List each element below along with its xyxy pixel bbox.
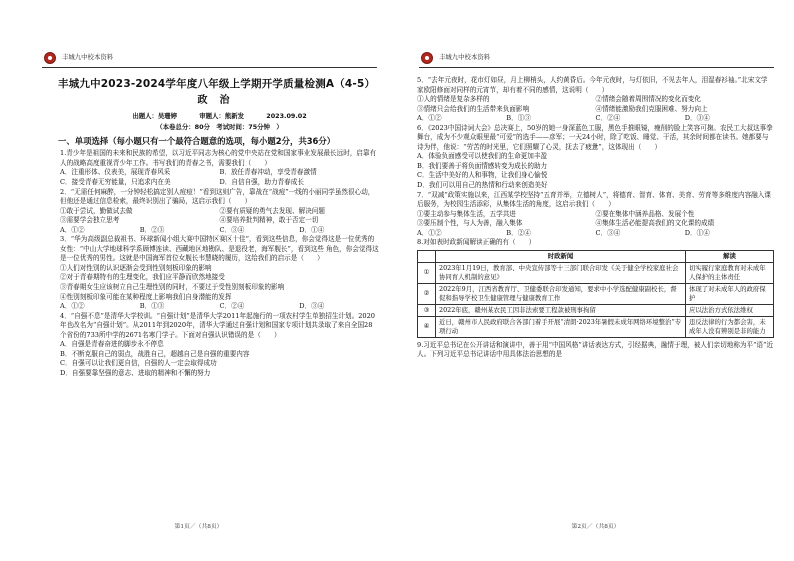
option-c: C．③④ <box>595 228 621 237</box>
question-2-statements <box>60 207 379 226</box>
option-a: A．①② <box>417 114 442 123</box>
table-row <box>418 283 774 304</box>
row-number: ② <box>418 283 436 304</box>
statement-3: ③要压制个性，与人为善，融入集体 <box>417 219 523 228</box>
statement-4: ④情绪能激励我们克服困难、努力向上 <box>595 104 708 113</box>
statement-2: ②情绪会随着周围情况的变化而变化 <box>595 95 701 104</box>
table-row <box>418 316 774 337</box>
question-4-stem: 4．“自强不息”是清华大学校训。“自强计划”是清华大学2011年起施行的一项农村学生单独招生计划。2020年也改名为“自强计划”。从2011年到2020年，清华大学通过自强计划和国家专项计划共录取了来自全国28个省份的733所中学的2671名寒门学子。下面对自强认识错误的是（ ） <box>60 311 375 339</box>
row-news: 近日，赣州市人民政府联合各部门着手开展“清朗·2023年暑假未成年网络环境整治”专项行动 <box>436 316 686 337</box>
author: 出题人：吴珊婷 <box>132 112 178 121</box>
section-heading: 一、单项选择（每小题只有一个最符合题意的选项，每小题2分，共36分） <box>58 135 336 146</box>
statement-1: ①要主动参与集体生活，五学共进 <box>417 209 516 218</box>
option-a: A．①② <box>417 228 442 237</box>
header-school-text: 丰城九中校本资料 <box>439 53 491 61</box>
row-annotation: 体现了对未成年人的政府保护 <box>686 283 774 304</box>
statement-3: ③青春期女生应该树立自己生理性别的同时，不要过于受性别刻板印象的影响 <box>60 282 285 291</box>
option-b: B．②③ <box>139 225 165 234</box>
statement-1: ①敢于尝试，勤做试去做 <box>60 206 133 215</box>
page-2-content <box>417 76 774 360</box>
option-c: C．接受青春无穷能量，只追求内在美 <box>60 177 171 186</box>
row-annotation: 应以法治方式依法维权 <box>686 304 774 316</box>
option-c: C．②④ <box>595 114 621 123</box>
page-header <box>419 52 774 68</box>
page-2 <box>397 0 794 561</box>
option-a: A．①② <box>60 225 85 234</box>
row-annotation: 切实履行家庭教育对未成年人保护的主体责任 <box>686 262 774 283</box>
statement-1: ①人的情绪是复杂多样的 <box>417 95 490 104</box>
question-2-stem: 2．“无需任何麻醉，一分钟轻松搞定别人痘痘！”看到这则广告，靠战在“战痘”一线的小丽同学虽然很心动，但他还是通过信息检索，最终识别出了骗局，这启示我们（ ） <box>60 187 375 206</box>
statement-2: ②要在集体中涵养品格、发展个性 <box>595 209 695 218</box>
statement-4: ④集体生活必能提高我们的文化课的成绩 <box>595 219 715 228</box>
row-number: ① <box>418 262 436 283</box>
option-d: D．我们可以用自己的热情和行动来创造美好 <box>417 181 548 190</box>
question-7-options <box>417 229 774 239</box>
question-6-stem: 6．《2023中国诗词大会》总决赛上，50岁的她一身深蓝色工服，黑色手推眼镜，瘦削的脸上笑容可掬。农民工大叔这事拳舞台，成为不少观众眼里最“可爱”的选手——彦军；一天24小时，除了吃饭、睡觉、干活，其余时间都在读书。她都要与诗为伴，他说：“劳苦的时光里，它们照耀了心灵，抚去了疲惫”，这体现出（ ） <box>417 123 773 151</box>
option-c: C．生活中美好的人和事物，让我们身心愉悦 <box>417 171 548 180</box>
page-header <box>42 52 377 68</box>
option-c: C．②④ <box>219 302 245 311</box>
option-b: B．我们要善于将负面情感转变为成长的助力 <box>417 161 548 170</box>
question-9-stem: 9.习近平总书记在公开讲话和演讲中，善于用“中国风格”讲话表达方式，引经据典，融情于理，被人们亲切地称为平“语”近人。下列习近平总书记讲话中用具体法治思想的是 <box>417 340 774 359</box>
option-b: B．①③ <box>139 302 165 311</box>
question-7-statements <box>417 210 774 229</box>
page-number: 第2页／（共8页） <box>571 523 620 530</box>
score-line: （本卷总分：80分 考试时间：75分钟 ） <box>156 123 283 132</box>
table-header-row <box>418 250 774 262</box>
question-5-stem: 5．“去年元夜时，花市灯如昼，月上柳梢头，人约黄昏后。今年元夜时，与灯依旧，不见去年人，泪湿春衫袖。”北宋文学家欧阳修面对同样的元宵节，却有着不同的感情，这说明（ ） <box>417 76 768 94</box>
statement-3: ③情绪只会给我们的生活带来负面影响 <box>417 104 530 113</box>
exam-title: 丰城九中2023-2024学年度八年级上学期开学质量检测A（4-5） <box>58 78 376 90</box>
question-1-stem: 1.青少年是祖国的未来和民族的希望，以习近平同志为核心的党中央站在党和国家事业发展最长远时，启靠有人的战略高度重视青少年工作。书写我们的青春之书，需要我们（ ） <box>60 149 377 167</box>
page-1-content <box>60 78 379 378</box>
option-d: D．①④ <box>299 225 325 234</box>
question-2-options <box>60 226 379 236</box>
table-row <box>418 304 774 316</box>
exam-subject: 政治 <box>197 94 242 106</box>
school-logo-icon <box>44 52 56 64</box>
option-d: D．自信自强，助力青春成长 <box>219 177 304 186</box>
header-school-text: 丰城九中校本资料 <box>62 53 114 61</box>
option-d: D．③④ <box>684 114 710 123</box>
option-b: B．不断克服自己的弱点，战胜自己，超越自己是自强的重要内容 <box>60 349 250 358</box>
option-a: A．自强是青春奋进的脚步永不停息 <box>60 340 164 349</box>
row-number: ③ <box>418 304 436 316</box>
statement-1: ①人们对性别的认识逐渐会受到性别刻板印象的影响 <box>60 263 212 272</box>
table-header-blank <box>418 250 436 262</box>
option-b: B．②④ <box>506 228 531 237</box>
table-header-annotation: 解读 <box>686 250 774 262</box>
row-news: 2022年底，赣州某农民工因非法索要工程款被刑事拘留 <box>436 304 686 316</box>
question-5-options <box>417 114 774 124</box>
option-c: C．③④ <box>219 225 245 234</box>
reviewer: 审题人：熊新发 <box>199 112 245 121</box>
statement-4: ④要培养批判精神，敢于否定一切 <box>219 216 319 225</box>
question-8-stem: 8.对如表时政新闻解读正确的有（ ） <box>417 238 536 247</box>
option-b: B．放任青春冲动，享受青春激情 <box>219 168 317 177</box>
question-5-statements <box>417 95 774 114</box>
row-news: 2022年9月，江西省教育厅、卫健委联合印发通知，要求中小学选配健康副校长，督促和指导学校卫生健康管理与健康教育工作 <box>436 283 686 304</box>
option-a: A．①② <box>60 302 85 311</box>
news-table <box>417 250 774 338</box>
option-d: D．③④ <box>299 302 325 311</box>
question-7-stem: 7．“双减”政策实施以来，江西某学校坚持“五育并举，立德树人”，将德育、智育、体育、美育、劳育等多维度内容融入课后服务，为校园生活添彩，从集体生活的角度，这启示我们（ ） <box>417 190 771 209</box>
row-annotation: 违反法律的行为都会害，未成年人没有辨别是非的能力 <box>686 316 774 337</box>
option-d: D．①④ <box>684 228 710 237</box>
statement-2: ②要有质疑的勇气去发现、解决问题 <box>219 206 325 215</box>
question-3-stem: 3．“华为高级副总裁祖书、环球新闻小组大赛中国特区赛区十佳”，看到这些信息，你会觉得这是一位优秀的女性：“中山大学地球科学系顾博连读、西藏地区地勘队、是退役老，海军舰长”，看到这些 角色，你会觉得这是一位优秀的男性。这就是中国海军首位女舰长韦慧晓的履历，这给我们的启示是（ ） <box>60 235 379 263</box>
row-news: 2023年1月19日，教育部、中央宣传部等十三部门联合印发《关于健全学校家庭社会协同育人机制的意见》 <box>436 262 686 283</box>
row-number: ④ <box>418 316 436 337</box>
page-number: 第1页／（共8页） <box>174 523 223 530</box>
question-1-options <box>60 168 379 187</box>
statement-3: ③需要学会独立思考 <box>60 216 120 225</box>
table-header-news: 时政新闻 <box>436 250 686 262</box>
statement-2: ②对于青春期特有的生理变化，我们应平静而欣然地接受 <box>60 273 225 282</box>
option-a: A．注重形体、仪表美，展现青春风采 <box>60 168 171 177</box>
option-c: C．自强可以让我们更自信，自强的人一定会取得成功 <box>60 359 217 368</box>
table-row <box>418 262 774 283</box>
statement-4: ④性别刻板印象可能在某种程度上影响我们自身潜能的发挥 <box>60 292 232 301</box>
option-d: D．自强要靠坚强的意志、进取的精神和不懈的努力 <box>60 368 211 377</box>
option-a: A．体验负面感受可以使我们的生命更加丰盈 <box>417 152 548 161</box>
exam-meta <box>60 112 379 121</box>
school-logo-icon <box>421 52 433 64</box>
option-b: B．①③ <box>506 114 531 123</box>
date: 2023.09.02 <box>266 112 307 121</box>
question-3-options <box>60 302 379 312</box>
